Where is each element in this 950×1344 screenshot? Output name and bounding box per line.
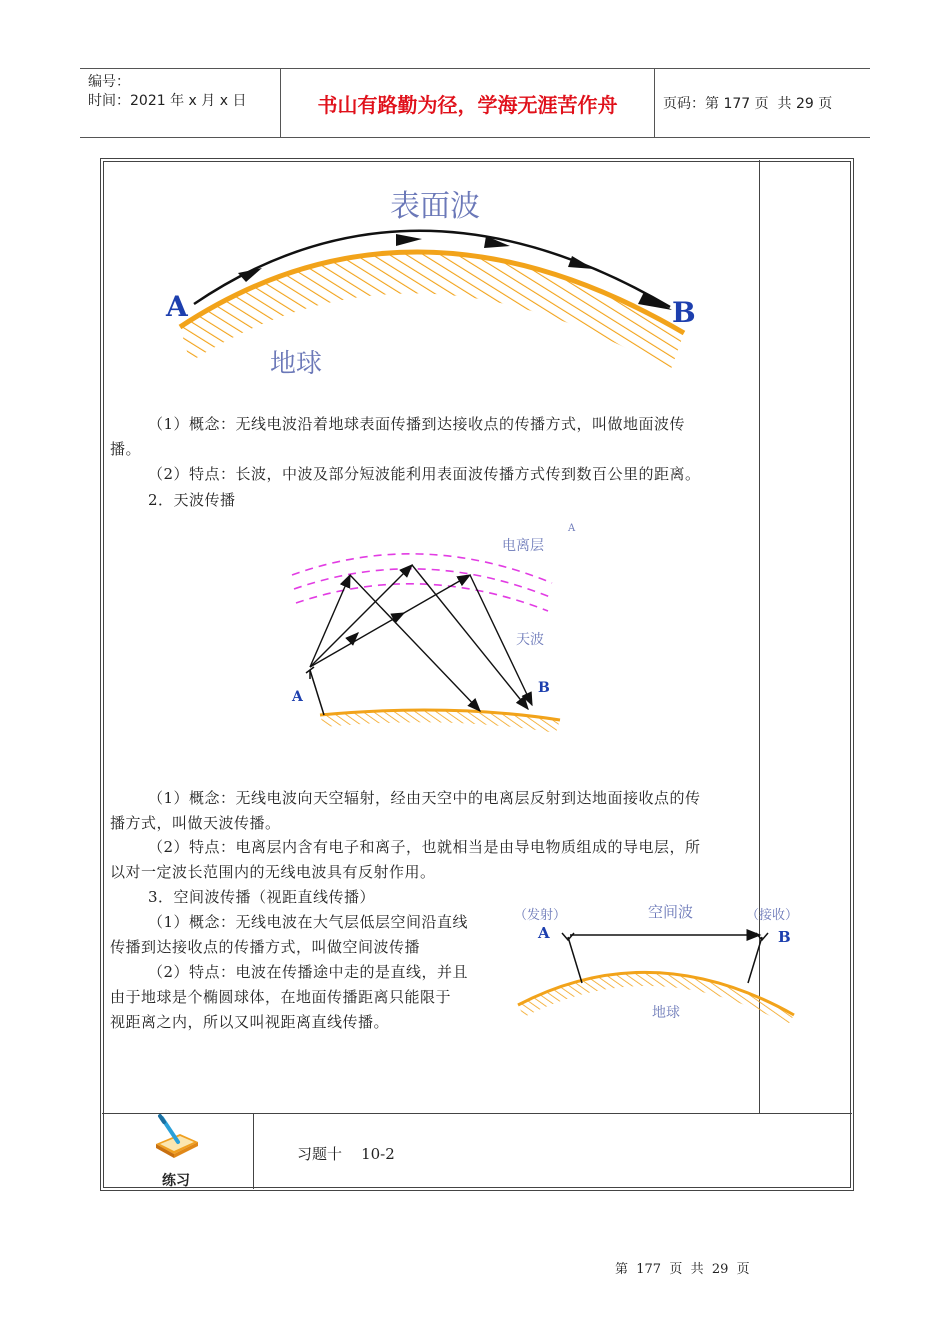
page-info-cell: [655, 69, 870, 137]
space-wave-feature-l1: （2）特点：电波在传播途中走的是直线，并且: [148, 963, 469, 981]
tower-b: [748, 937, 762, 983]
sky-wave-ray: [350, 575, 480, 711]
surface-wave-figure: [150, 180, 710, 380]
exercise-label: 练习: [162, 1173, 190, 1189]
sky-wave-ray: [310, 575, 350, 667]
page-header: [80, 68, 870, 138]
surface-wave-concept-cont: 播。: [110, 440, 142, 458]
space-wave-label: 空间波: [648, 903, 694, 921]
sky-wave-label: 天波: [516, 632, 544, 648]
page-footer: 第 177 页 共 29 页: [615, 1262, 750, 1277]
receive-label: （接收）: [746, 908, 799, 923]
tower-a: [568, 937, 582, 983]
arrow-head: [638, 292, 672, 310]
point-a-label: A: [292, 689, 303, 705]
sky-wave-ray: [310, 575, 470, 667]
arrow-head: [396, 234, 422, 246]
ionosphere-arc: [294, 569, 550, 597]
sky-wave-heading: 2．天波传播: [148, 491, 236, 509]
sky-wave-ray-mid: [400, 613, 404, 615]
space-wave-concept-l1: （1）概念：无线电波在大气层低层空间沿直线: [148, 913, 469, 931]
book-pen-icon: [150, 1114, 202, 1160]
point-a-label: A: [166, 290, 188, 323]
sky-wave-ray-mid: [356, 633, 358, 635]
antenna-a: [310, 670, 324, 715]
space-wave-feature-l2: 由于地球是个椭圆球体，在地面传播距离只能限于: [110, 988, 452, 1006]
antenna-a-top: [562, 933, 574, 940]
point-a-label: A: [538, 924, 550, 942]
antenna-b-top: [756, 933, 768, 940]
surface-wave-concept: （1）概念：无线电波沿着地球表面传播到达接收点的传播方式，叫做地面波传: [148, 415, 686, 433]
sky-wave-figure: [280, 515, 590, 740]
surface-wave-feature: （2）特点：长波，中波及部分短波能利用表面波传播方式传到数百公里的距离。: [148, 465, 701, 483]
point-b-label: B: [672, 296, 696, 329]
sky-wave-concept-cont: 播方式，叫做天波传播。: [110, 814, 281, 832]
space-wave-figure: [512, 895, 802, 1030]
sky-wave-feature: （2）特点：电离层内含有电子和离子，也就相当是由导电物质组成的导电层，所: [148, 838, 701, 856]
ionosphere-arc: [296, 584, 548, 611]
arrow-head: [568, 256, 594, 269]
sky-wave-concept: （1）概念：无线电波向天空辐射，经由天空中的电离层反射到达地面接收点的传: [148, 789, 701, 807]
earth-label: 地球: [270, 349, 323, 379]
exercise-text: 习题十 10-2: [297, 1145, 395, 1163]
space-wave-heading: 3．空间波传播（视距直线传播）: [148, 888, 376, 906]
sky-wave-ray: [412, 565, 528, 709]
table-divider-row: [102, 1113, 852, 1114]
corner-mark: A: [568, 523, 576, 534]
ionosphere-label: 电离层: [502, 538, 544, 554]
header-meta-cell: [80, 69, 281, 137]
point-b-label: B: [778, 928, 791, 946]
number-label: 编号：: [88, 74, 130, 90]
page-info-text: 页码：第 177 页 共 29 页: [663, 96, 833, 112]
motto-text: 书山有路勤为径，学海无涯苦作舟: [317, 92, 618, 117]
space-wave-concept-l2: 传播到达接收点的传播方式，叫做空间波传播: [110, 938, 421, 956]
table-divider-exercise: [253, 1113, 254, 1189]
transmit-label: （发射）: [514, 908, 567, 923]
earth-label: 地球: [652, 1005, 680, 1021]
sky-wave-feature-cont: 以对一定波长范围内的无线电波具有反射作用。: [110, 863, 436, 881]
space-wave-feature-l3: 视距离之内，所以又叫视距离直线传播。: [110, 1013, 390, 1031]
time-label: 时间：2021 年 x 月 x 日: [88, 93, 247, 109]
point-b-label: B: [538, 680, 550, 696]
motto-cell: [281, 69, 655, 137]
surface-wave-title: 表面波: [390, 189, 480, 224]
